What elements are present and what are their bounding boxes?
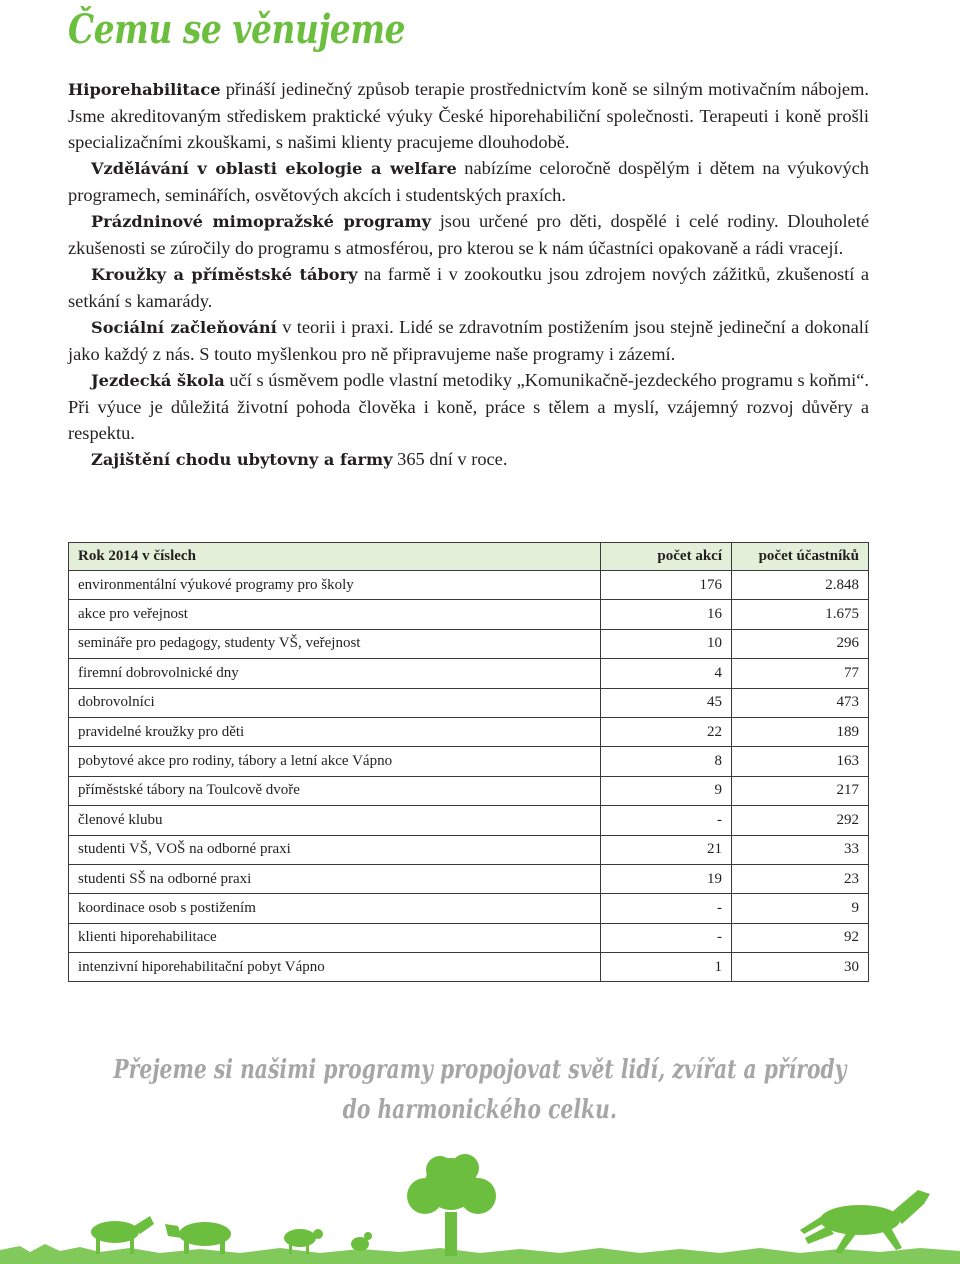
event-count: - (601, 894, 732, 923)
participant-count: 292 (732, 806, 869, 835)
row-label: studenti SŠ na odborné praxi (69, 864, 601, 893)
slogan-line-1: Přejeme si našimi programy propojovat svět lidí, zvířat a přírody (113, 1055, 847, 1085)
table-row (69, 806, 869, 835)
table-row (69, 923, 869, 952)
table-header-row (69, 543, 869, 571)
paragraph-jezdecka (68, 367, 869, 446)
column-header: počet akcí (601, 543, 732, 571)
participant-count: 1.675 (732, 600, 869, 629)
event-count: 21 (601, 835, 732, 864)
paragraph-socialni (68, 314, 869, 367)
paragraph-body: v teorii i praxi. Lidé se zdravotním postižením jsou stejně jedineční a dokonalí jako každý z nás. S touto myšlenkou pro ně připravujeme naše programy i zázemí. (68, 317, 869, 364)
paragraph-body: na farmě i v zookoutku jsou zdrojem nových zážitků, zkušeností a setkání s kamarády. (68, 264, 869, 311)
paragraph-vzdelavani (68, 155, 869, 208)
table-row (69, 688, 869, 717)
event-count: 176 (601, 571, 732, 600)
participant-count: 33 (732, 835, 869, 864)
paragraph-lead: Zajištění chodu ubytovny a farmy (91, 450, 393, 469)
table-row (69, 864, 869, 893)
table-row (69, 747, 869, 776)
row-label: členové klubu (69, 806, 601, 835)
paragraph-lead: Sociální začleňování (91, 318, 277, 337)
hen-icon (351, 1232, 372, 1251)
row-label: pravidelné kroužky pro děti (69, 717, 601, 746)
event-count: 16 (601, 600, 732, 629)
paragraph-ubytovna (68, 446, 869, 473)
row-label: koordinace osob s postižením (69, 894, 601, 923)
table-row (69, 894, 869, 923)
paragraph-hiporehabilitace (68, 76, 869, 155)
table-row (69, 776, 869, 805)
grass-strip (0, 1244, 960, 1264)
participant-count: 473 (732, 688, 869, 717)
table-row (69, 600, 869, 629)
paragraph-body: přináší jedinečný způsob terapie prostřednictvím koně se silným motivačním nábojem. Jsme akreditovaným střediskem praktické výuky České hiporehabiliční společnosti. Terapeuti i koně prošli specializačními zkouškami, s našimi klienty pracujeme dlouhodobě. (68, 79, 869, 152)
paragraph-prazdninove (68, 208, 869, 261)
event-count: 9 (601, 776, 732, 805)
row-label: akce pro veřejnost (69, 600, 601, 629)
participant-count: 163 (732, 747, 869, 776)
paragraph-body: nabízíme celoročně dospělým i dětem na výukových programech, seminářích, osvětových akcích i studentských praxích. (68, 158, 869, 205)
event-count: 22 (601, 717, 732, 746)
cow-icon (165, 1222, 231, 1254)
paragraph-lead: Vzdělávání v oblasti ekologie a welfare (91, 159, 457, 178)
row-label: příměstské tábory na Toulcově dvoře (69, 776, 601, 805)
participant-count: 30 (732, 953, 869, 982)
closing-slogan (0, 1050, 960, 1130)
paragraph-lead: Kroužky a příměstské tábory (91, 265, 358, 284)
participant-count: 23 (732, 864, 869, 893)
event-count: 8 (601, 747, 732, 776)
farm-silhouette-illustration (0, 1154, 960, 1264)
tree-icon (407, 1154, 496, 1256)
participant-count: 217 (732, 776, 869, 805)
participant-count: 77 (732, 659, 869, 688)
event-count: - (601, 923, 732, 952)
slogan-line-2: do harmonického celku. (342, 1095, 618, 1125)
intro-text (68, 76, 869, 473)
column-header: Rok 2014 v číslech (69, 543, 601, 571)
table-row (69, 629, 869, 658)
table-row (69, 571, 869, 600)
paragraph-lead: Hiporehabilitace (68, 80, 221, 99)
event-count: - (601, 806, 732, 835)
row-label: intenzivní hiporehabilitační pobyt Vápno (69, 953, 601, 982)
row-label: studenti VŠ, VOŠ na odborné praxi (69, 835, 601, 864)
participant-count: 296 (732, 629, 869, 658)
table-row (69, 953, 869, 982)
event-count: 19 (601, 864, 732, 893)
participant-count: 9 (732, 894, 869, 923)
row-label: dobrovolníci (69, 688, 601, 717)
row-label: klienti hiporehabilitace (69, 923, 601, 952)
paragraph-body: 365 dní v roce. (392, 449, 508, 469)
table-row (69, 835, 869, 864)
paragraph-body: učí s úsměvem podle vlastní metodiky „Komunikačně-jezdeckého programu s koňmi“. Při výuce je důležitá životní pohoda člověka i koně, práce s tělem a myslí, vzájemný rozvoj důvěry a respektu. (68, 370, 870, 443)
table-row (69, 659, 869, 688)
stats-table (68, 542, 869, 982)
table-row (69, 717, 869, 746)
row-label: firemní dobrovolnické dny (69, 659, 601, 688)
paragraph-body: jsou určené pro děti, dospělé i celé rodiny. Dlouholeté zkušenosti se zúročily do programu s atmosférou, pro kterou se k nám účastníci opakovaně a rádi vracejí. (68, 211, 869, 258)
paragraph-krouzky (68, 261, 869, 314)
paragraph-lead: Prázdninové mimopražské programy (91, 212, 432, 231)
goat-icon (91, 1216, 154, 1254)
participant-count: 92 (732, 923, 869, 952)
event-count: 10 (601, 629, 732, 658)
horse-icon (800, 1190, 930, 1254)
event-count: 4 (601, 659, 732, 688)
sheep-icon (284, 1229, 323, 1254)
page-title: Čemu se věnujeme (68, 6, 406, 53)
participant-count: 2.848 (732, 571, 869, 600)
paragraph-lead: Jezdecká škola (91, 371, 225, 390)
row-label: pobytové akce pro rodiny, tábory a letní akce Vápno (69, 747, 601, 776)
column-header: počet účastníků (732, 543, 869, 571)
participant-count: 189 (732, 717, 869, 746)
row-label: environmentální výukové programy pro školy (69, 571, 601, 600)
row-label: semináře pro pedagogy, studenty VŠ, veřejnost (69, 629, 601, 658)
event-count: 1 (601, 953, 732, 982)
event-count: 45 (601, 688, 732, 717)
